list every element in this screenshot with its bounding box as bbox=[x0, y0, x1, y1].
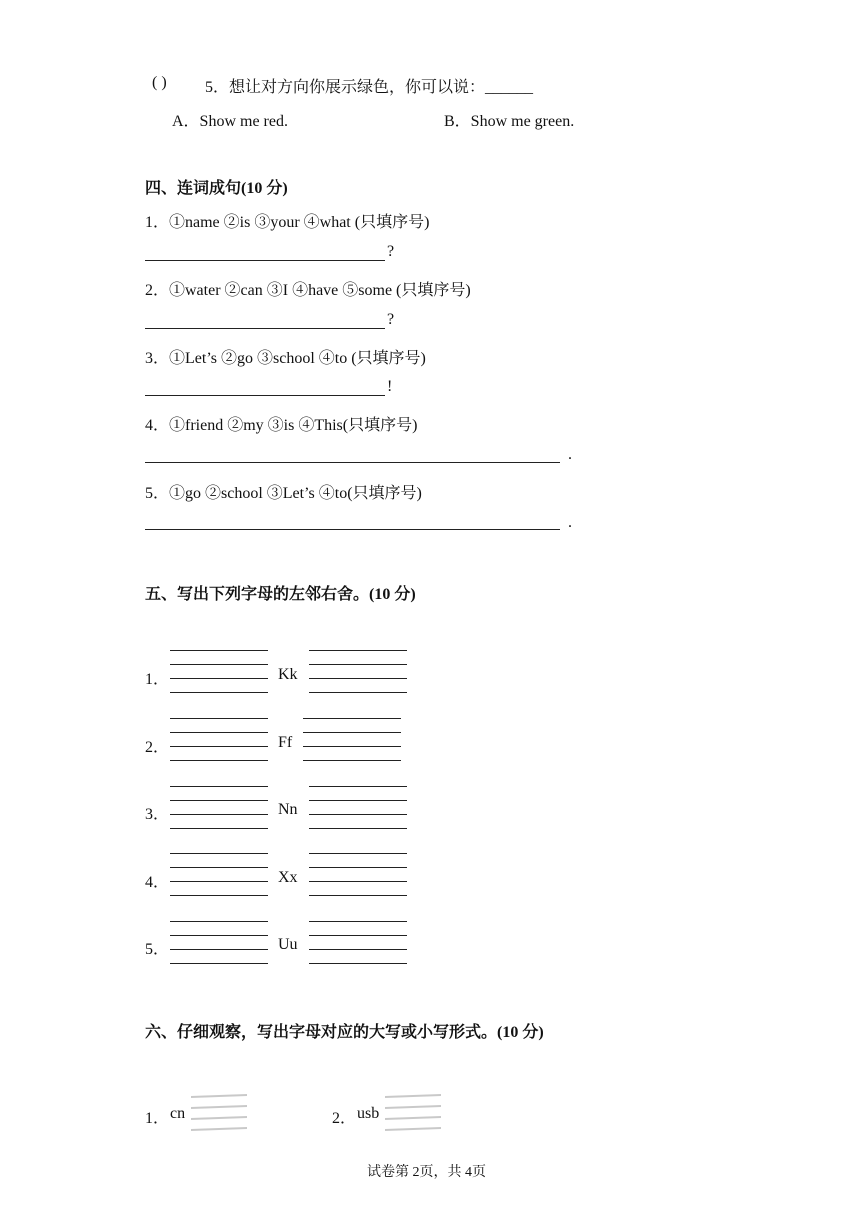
end-punct: ? bbox=[387, 243, 395, 260]
sentence-item: 4．①friend ②my ③is ④This(只填序号) bbox=[145, 417, 418, 434]
question-text: 5．想让对方向你展示绿色，你可以说：______ bbox=[205, 79, 534, 96]
answer-line[interactable] bbox=[145, 395, 385, 396]
answer-paren: ( ) bbox=[152, 74, 167, 91]
section-6-title: 六、仔细观察，写出字母对应的大写或小写形式。(10 分) bbox=[145, 1024, 544, 1041]
section-5-title: 五、写出下列字母的左邻右舍。(10 分) bbox=[145, 586, 416, 603]
section-4-title: 四、连词成句(10 分) bbox=[145, 180, 288, 197]
end-punct: ! bbox=[387, 378, 393, 395]
option-b: B．Show me green. bbox=[444, 113, 575, 130]
end-punct: . bbox=[568, 514, 572, 531]
writing-lines[interactable] bbox=[385, 1093, 441, 1133]
item-number: 5． bbox=[145, 941, 170, 958]
answer-line[interactable] bbox=[145, 260, 385, 261]
letter-label: Uu bbox=[278, 936, 298, 953]
item-number: 4． bbox=[145, 874, 170, 891]
sentence-item: 3．①Let’s ②go ③school ④to (只填序号) bbox=[145, 350, 426, 367]
letter-word: usb bbox=[357, 1105, 380, 1122]
end-punct: ? bbox=[387, 311, 395, 328]
letter-label: Xx bbox=[278, 869, 298, 886]
item-number: 1． bbox=[145, 1110, 170, 1127]
sentence-item: 2．①water ②can ③I ④have ⑤some (只填序号) bbox=[145, 282, 471, 299]
answer-line[interactable] bbox=[145, 462, 560, 463]
sentence-item: 5．①go ②school ③Let’s ④to(只填序号) bbox=[145, 485, 422, 502]
answer-line[interactable] bbox=[145, 328, 385, 329]
option-a: A．Show me red. bbox=[172, 113, 288, 130]
letter-word: cn bbox=[170, 1105, 186, 1122]
item-number: 2． bbox=[332, 1110, 357, 1127]
answer-line[interactable] bbox=[145, 529, 560, 530]
letter-label: Ff bbox=[278, 734, 293, 751]
item-number: 2． bbox=[145, 739, 170, 756]
sentence-item: 1．①name ②is ③your ④what (只填序号) bbox=[145, 214, 430, 231]
letter-label: Nn bbox=[278, 801, 298, 818]
writing-lines[interactable] bbox=[191, 1093, 247, 1133]
letter-label: Kk bbox=[278, 666, 298, 683]
page-footer: 试卷第 2页，共 4页 bbox=[367, 1165, 486, 1180]
end-punct: . bbox=[568, 446, 572, 463]
item-number: 3． bbox=[145, 806, 170, 823]
item-number: 1． bbox=[145, 671, 170, 688]
